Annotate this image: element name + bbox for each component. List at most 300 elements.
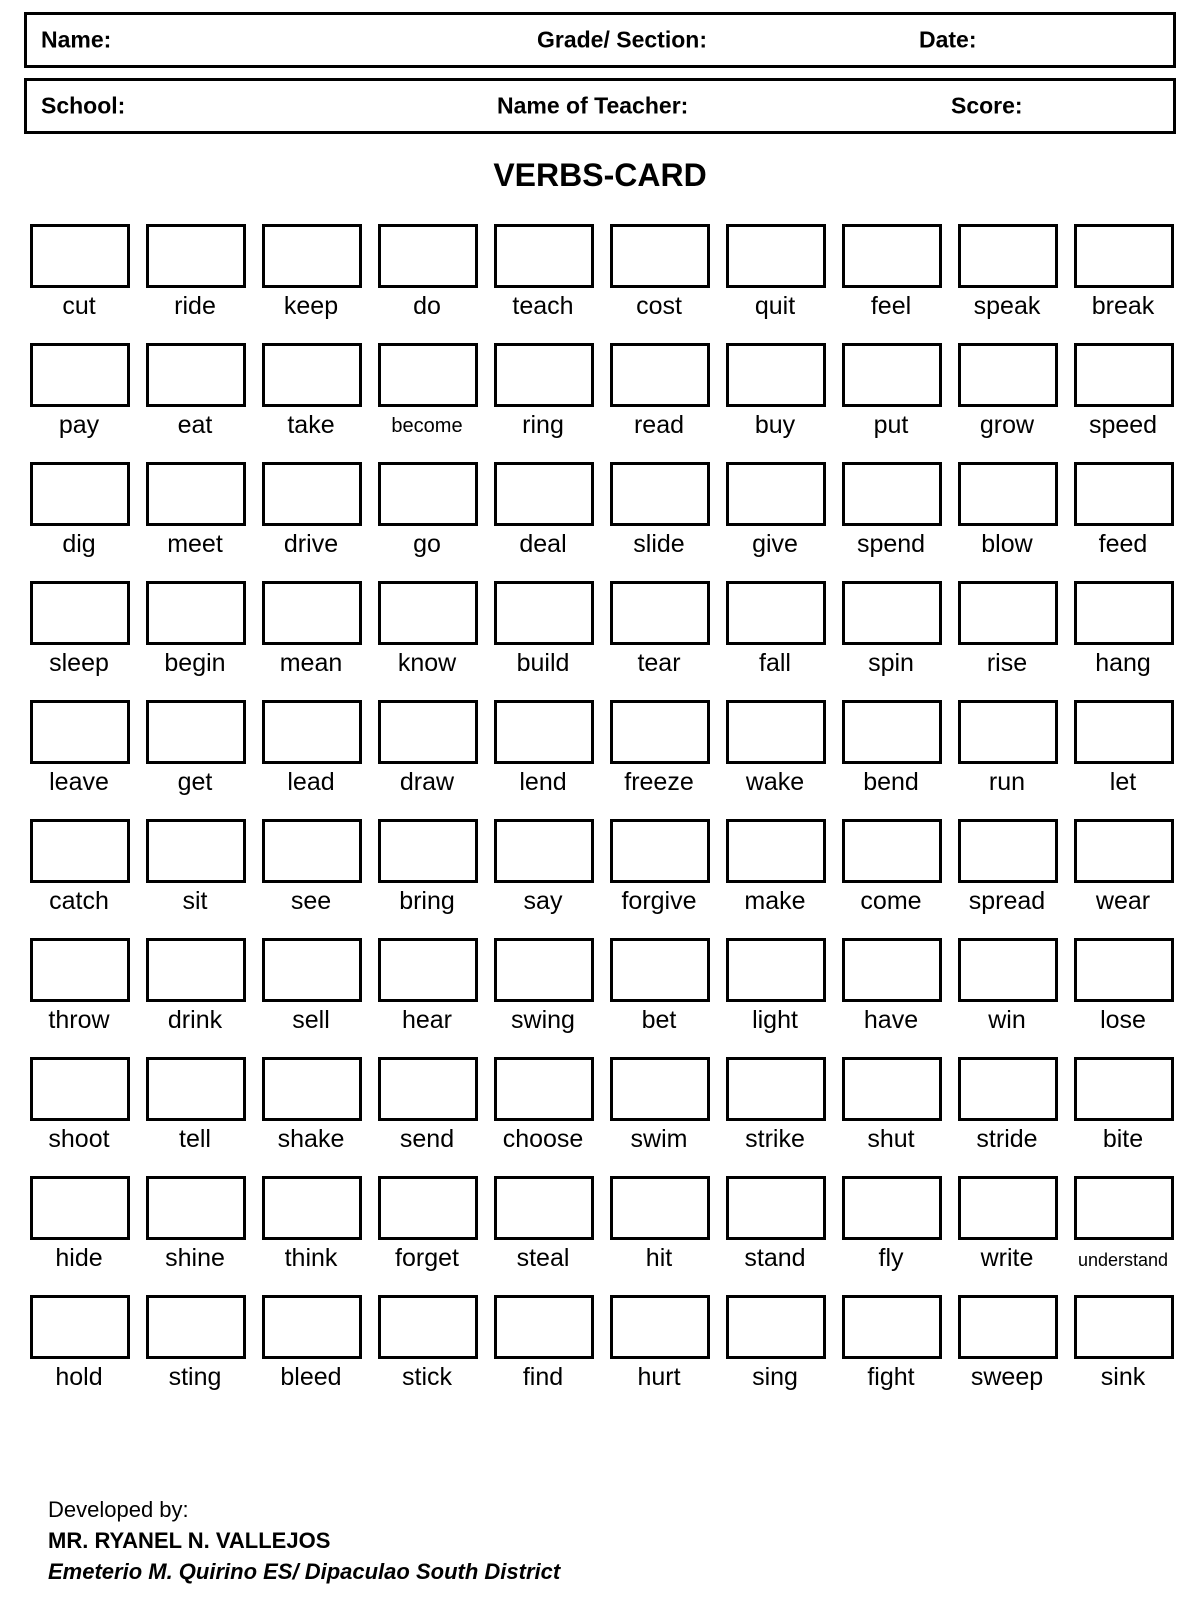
- answer-box[interactable]: [146, 343, 246, 407]
- answer-box[interactable]: [726, 819, 826, 883]
- answer-box[interactable]: [146, 700, 246, 764]
- verb-card: [370, 341, 484, 460]
- answer-box[interactable]: [842, 224, 942, 288]
- verb-label: go: [413, 530, 441, 558]
- verb-card: [718, 1293, 832, 1412]
- verb-label: take: [287, 411, 335, 439]
- grade-section-label: Grade/ Section:: [537, 26, 707, 53]
- verb-card: [1066, 936, 1180, 1055]
- answer-box[interactable]: [146, 224, 246, 288]
- verb-card: [834, 341, 948, 460]
- verb-label: hold: [55, 1363, 103, 1391]
- answer-box[interactable]: [610, 700, 710, 764]
- answer-box[interactable]: [1074, 938, 1174, 1002]
- verb-label: stand: [744, 1244, 806, 1272]
- answer-box[interactable]: [610, 224, 710, 288]
- answer-box[interactable]: [30, 1176, 130, 1240]
- verb-card: [950, 936, 1064, 1055]
- verb-card: [1066, 1293, 1180, 1412]
- verb-card: [602, 936, 716, 1055]
- verb-card: [22, 341, 136, 460]
- verb-card: [834, 698, 948, 817]
- verb-label: speed: [1088, 411, 1158, 439]
- verb-card: [718, 579, 832, 698]
- answer-box[interactable]: [610, 1176, 710, 1240]
- answer-box[interactable]: [30, 700, 130, 764]
- verb-grid: [22, 222, 1182, 1412]
- verb-card: [602, 341, 716, 460]
- answer-box[interactable]: [30, 1295, 130, 1359]
- answer-box[interactable]: [146, 581, 246, 645]
- verb-label: light: [752, 1006, 798, 1034]
- verb-card: [950, 698, 1064, 817]
- verb-label: sing: [752, 1363, 798, 1391]
- verb-label: read: [633, 411, 685, 439]
- verb-label: feel: [870, 292, 912, 320]
- answer-box[interactable]: [30, 224, 130, 288]
- answer-box[interactable]: [30, 938, 130, 1002]
- verb-label: keep: [283, 292, 339, 320]
- verb-label: make: [744, 887, 806, 915]
- answer-box[interactable]: [146, 1057, 246, 1121]
- verb-label: come: [860, 887, 922, 915]
- verb-label: send: [399, 1125, 455, 1153]
- verb-card: [834, 1174, 948, 1293]
- verb-label: break: [1091, 292, 1155, 320]
- answer-box[interactable]: [842, 1176, 942, 1240]
- verb-card: [254, 817, 368, 936]
- verb-card: [1066, 698, 1180, 817]
- answer-box[interactable]: [262, 462, 362, 526]
- verb-card: [486, 460, 600, 579]
- verb-label: do: [413, 292, 441, 320]
- verb-label: wear: [1095, 887, 1151, 915]
- verb-card: [138, 698, 252, 817]
- answer-box[interactable]: [842, 343, 942, 407]
- verb-card: [370, 460, 484, 579]
- answer-box[interactable]: [378, 343, 478, 407]
- verb-card: [370, 1293, 484, 1412]
- verb-label: catch: [49, 887, 109, 915]
- verb-card: [718, 222, 832, 341]
- answer-box[interactable]: [958, 1176, 1058, 1240]
- answer-box[interactable]: [378, 1176, 478, 1240]
- verb-card: [138, 1055, 252, 1174]
- verb-card: [950, 579, 1064, 698]
- verb-card: [1066, 817, 1180, 936]
- verb-label: build: [516, 649, 570, 677]
- verb-label: fly: [878, 1244, 904, 1272]
- name-label: Name:: [41, 26, 112, 53]
- verb-card: [1066, 222, 1180, 341]
- verb-label: speak: [973, 292, 1041, 320]
- verb-label: spread: [968, 887, 1046, 915]
- verb-label: bite: [1102, 1125, 1144, 1153]
- verb-label: slide: [633, 530, 685, 558]
- verb-label: lead: [287, 768, 335, 796]
- answer-box[interactable]: [494, 700, 594, 764]
- verb-label: shake: [277, 1125, 345, 1153]
- developed-by-label: Developed by:: [48, 1497, 189, 1522]
- answer-box[interactable]: [726, 938, 826, 1002]
- answer-box[interactable]: [30, 1057, 130, 1121]
- verb-label: eat: [177, 411, 213, 439]
- verb-label: get: [177, 768, 213, 796]
- answer-box[interactable]: [378, 1295, 478, 1359]
- header-row-1: [24, 12, 1176, 68]
- verb-card: [950, 1055, 1064, 1174]
- verb-label: choose: [502, 1125, 584, 1153]
- verb-label: stick: [402, 1363, 452, 1391]
- verb-label: sink: [1100, 1363, 1146, 1391]
- verb-label: hide: [55, 1244, 103, 1272]
- verb-card: [370, 936, 484, 1055]
- verb-label: lend: [519, 768, 567, 796]
- verb-card: [834, 936, 948, 1055]
- answer-box[interactable]: [378, 700, 478, 764]
- verb-card: [138, 817, 252, 936]
- verb-card: [602, 698, 716, 817]
- verb-card: [1066, 1174, 1180, 1293]
- answer-box[interactable]: [1074, 1057, 1174, 1121]
- verb-card: [370, 817, 484, 936]
- answer-box[interactable]: [1074, 462, 1174, 526]
- answer-box[interactable]: [262, 343, 362, 407]
- answer-box[interactable]: [958, 700, 1058, 764]
- verb-card: [718, 698, 832, 817]
- answer-box[interactable]: [262, 819, 362, 883]
- answer-box[interactable]: [378, 1057, 478, 1121]
- verb-label: teach: [512, 292, 574, 320]
- verb-card: [138, 460, 252, 579]
- footer: [48, 1494, 560, 1587]
- answer-box[interactable]: [262, 224, 362, 288]
- score-label: Score:: [951, 92, 1023, 119]
- verb-label: buy: [754, 411, 796, 439]
- verb-label: swing: [511, 1006, 575, 1034]
- page-title: VERBS-CARD: [493, 157, 707, 193]
- answer-box[interactable]: [610, 581, 710, 645]
- answer-box[interactable]: [494, 581, 594, 645]
- answer-box[interactable]: [726, 224, 826, 288]
- verb-label: lose: [1100, 1006, 1146, 1034]
- author-name: MR. RYANEL N. VALLEJOS: [48, 1528, 331, 1553]
- verb-label: mean: [279, 649, 343, 677]
- verb-card: [254, 341, 368, 460]
- verb-label: bet: [641, 1006, 677, 1034]
- answer-box[interactable]: [262, 1295, 362, 1359]
- answer-box[interactable]: [30, 819, 130, 883]
- answer-box[interactable]: [958, 581, 1058, 645]
- answer-box[interactable]: [726, 581, 826, 645]
- answer-box[interactable]: [958, 343, 1058, 407]
- answer-box[interactable]: [146, 1176, 246, 1240]
- verb-label: steal: [516, 1244, 570, 1272]
- verb-card: [602, 1055, 716, 1174]
- verb-label: cut: [62, 292, 96, 320]
- answer-box[interactable]: [146, 819, 246, 883]
- verb-card: [718, 460, 832, 579]
- verb-label: freeze: [624, 768, 694, 796]
- answer-box[interactable]: [842, 462, 942, 526]
- answer-box[interactable]: [378, 938, 478, 1002]
- answer-box[interactable]: [262, 1057, 362, 1121]
- answer-box[interactable]: [842, 1057, 942, 1121]
- verb-card: [254, 1293, 368, 1412]
- verb-label: tell: [179, 1125, 211, 1153]
- verb-label: swim: [630, 1125, 688, 1153]
- verb-label: drive: [283, 530, 339, 558]
- verb-label: have: [863, 1006, 919, 1034]
- answer-box[interactable]: [610, 1057, 710, 1121]
- answer-box[interactable]: [610, 938, 710, 1002]
- verb-card: [486, 936, 600, 1055]
- answer-box[interactable]: [726, 1057, 826, 1121]
- answer-box[interactable]: [726, 343, 826, 407]
- verb-label: say: [523, 887, 563, 915]
- author-school: Emeterio M. Quirino ES/ Dipaculao South District: [48, 1559, 561, 1584]
- verb-label: spin: [868, 649, 914, 677]
- verb-card: [486, 1293, 600, 1412]
- verb-card: [834, 460, 948, 579]
- verb-card: [718, 936, 832, 1055]
- answer-box[interactable]: [494, 462, 594, 526]
- verb-card: [486, 222, 600, 341]
- verb-card: [834, 579, 948, 698]
- verb-card: [950, 460, 1064, 579]
- answer-box[interactable]: [30, 343, 130, 407]
- answer-box[interactable]: [494, 819, 594, 883]
- verb-label: rise: [986, 649, 1028, 677]
- verb-card: [370, 222, 484, 341]
- verb-label: pay: [58, 411, 100, 439]
- verb-label: let: [1109, 768, 1137, 796]
- verb-card: [22, 1055, 136, 1174]
- answer-box[interactable]: [842, 581, 942, 645]
- answer-box[interactable]: [842, 700, 942, 764]
- verb-label: put: [873, 411, 909, 439]
- verb-label: sit: [182, 887, 208, 915]
- verb-label: shine: [165, 1244, 225, 1272]
- answer-box[interactable]: [494, 343, 594, 407]
- verb-card: [602, 222, 716, 341]
- answer-box[interactable]: [262, 700, 362, 764]
- verb-label: write: [980, 1244, 1034, 1272]
- verb-label: fight: [867, 1363, 915, 1391]
- date-label: Date:: [919, 26, 977, 53]
- verb-label: wake: [745, 768, 805, 796]
- verb-card: [138, 579, 252, 698]
- answer-box[interactable]: [494, 1176, 594, 1240]
- verb-card: [370, 579, 484, 698]
- verb-label: sell: [292, 1006, 330, 1034]
- answer-box[interactable]: [146, 1295, 246, 1359]
- verb-label: deal: [519, 530, 567, 558]
- verb-label: bring: [399, 887, 455, 915]
- verb-card: [138, 1293, 252, 1412]
- verb-card: [602, 1174, 716, 1293]
- verb-card: [486, 817, 600, 936]
- answer-box[interactable]: [494, 1295, 594, 1359]
- verb-label: understand: [1077, 1250, 1169, 1270]
- answer-box[interactable]: [842, 819, 942, 883]
- verb-card: [486, 579, 600, 698]
- verb-label: run: [988, 768, 1026, 796]
- answer-box[interactable]: [958, 819, 1058, 883]
- verb-card: [22, 817, 136, 936]
- answer-box[interactable]: [726, 462, 826, 526]
- verb-card: [138, 936, 252, 1055]
- verb-label: cost: [636, 292, 682, 320]
- verb-label: sleep: [49, 649, 109, 677]
- verb-label: forget: [395, 1244, 459, 1272]
- answer-box[interactable]: [494, 1057, 594, 1121]
- verb-card: [950, 1293, 1064, 1412]
- verb-card: [370, 1055, 484, 1174]
- verb-card: [22, 222, 136, 341]
- answer-box[interactable]: [146, 938, 246, 1002]
- verb-card: [602, 817, 716, 936]
- verb-label: find: [522, 1363, 564, 1391]
- verb-label: ride: [174, 292, 216, 320]
- answer-box[interactable]: [842, 1295, 942, 1359]
- verb-label: tear: [637, 649, 681, 677]
- verb-card: [486, 1174, 600, 1293]
- verb-label: quit: [754, 292, 796, 320]
- verb-card: [254, 222, 368, 341]
- verb-label: grow: [979, 411, 1035, 439]
- header-row-2: [24, 78, 1176, 134]
- verb-card: [22, 1293, 136, 1412]
- answer-box[interactable]: [378, 462, 478, 526]
- verb-card: [950, 222, 1064, 341]
- answer-box[interactable]: [726, 1295, 826, 1359]
- answer-box[interactable]: [610, 343, 710, 407]
- verb-label: think: [284, 1244, 338, 1272]
- verb-label: sweep: [970, 1363, 1044, 1391]
- verb-label: stride: [976, 1125, 1038, 1153]
- answer-box[interactable]: [958, 938, 1058, 1002]
- answer-box[interactable]: [1074, 343, 1174, 407]
- answer-box[interactable]: [1074, 819, 1174, 883]
- verb-label: spend: [856, 530, 926, 558]
- verb-card: [602, 460, 716, 579]
- verb-card: [718, 817, 832, 936]
- verb-label: give: [752, 530, 798, 558]
- answer-box[interactable]: [610, 462, 710, 526]
- answer-box[interactable]: [1074, 1176, 1174, 1240]
- answer-box[interactable]: [1074, 1295, 1174, 1359]
- answer-box[interactable]: [262, 1176, 362, 1240]
- teacher-label: Name of Teacher:: [497, 92, 689, 119]
- answer-box[interactable]: [494, 224, 594, 288]
- verb-label: know: [397, 649, 457, 677]
- verb-label: sting: [168, 1363, 222, 1391]
- answer-box[interactable]: [958, 462, 1058, 526]
- answer-box[interactable]: [610, 819, 710, 883]
- answer-box[interactable]: [958, 224, 1058, 288]
- verb-card: [370, 698, 484, 817]
- answer-box[interactable]: [726, 700, 826, 764]
- verb-label: see: [290, 887, 332, 915]
- verb-card: [718, 1055, 832, 1174]
- verb-card: [950, 341, 1064, 460]
- answer-box[interactable]: [378, 581, 478, 645]
- verb-card: [486, 341, 600, 460]
- verb-card: [254, 460, 368, 579]
- verb-label: leave: [49, 768, 109, 796]
- answer-box[interactable]: [1074, 581, 1174, 645]
- answer-box[interactable]: [726, 1176, 826, 1240]
- verb-card: [834, 817, 948, 936]
- answer-box[interactable]: [1074, 700, 1174, 764]
- answer-box[interactable]: [958, 1295, 1058, 1359]
- verb-card: [950, 817, 1064, 936]
- verb-label: forgive: [621, 887, 697, 915]
- verb-card: [254, 698, 368, 817]
- verb-card: [1066, 460, 1180, 579]
- verb-label: blow: [981, 530, 1033, 558]
- answer-box[interactable]: [494, 938, 594, 1002]
- answer-box[interactable]: [958, 1057, 1058, 1121]
- answer-box[interactable]: [146, 462, 246, 526]
- verb-card: [486, 1055, 600, 1174]
- verb-card: [138, 341, 252, 460]
- verb-card: [138, 1174, 252, 1293]
- verb-card: [834, 1293, 948, 1412]
- verb-card: [254, 1055, 368, 1174]
- verb-card: [602, 579, 716, 698]
- verb-card: [22, 698, 136, 817]
- verb-label: hurt: [637, 1363, 681, 1391]
- verb-card: [254, 1174, 368, 1293]
- verb-card: [370, 1174, 484, 1293]
- verb-label: shut: [867, 1125, 915, 1153]
- verb-label: begin: [164, 649, 226, 677]
- answer-box[interactable]: [30, 581, 130, 645]
- verb-label: hear: [401, 1006, 453, 1034]
- verb-card: [950, 1174, 1064, 1293]
- answer-box[interactable]: [378, 819, 478, 883]
- answer-box[interactable]: [1074, 224, 1174, 288]
- school-label: School:: [41, 92, 126, 119]
- answer-box[interactable]: [30, 462, 130, 526]
- verb-label: draw: [399, 768, 455, 796]
- answer-box[interactable]: [262, 581, 362, 645]
- verb-label: win: [988, 1006, 1026, 1034]
- verb-card: [1066, 579, 1180, 698]
- verb-card: [22, 579, 136, 698]
- verb-card: [718, 341, 832, 460]
- answer-box[interactable]: [842, 938, 942, 1002]
- verb-label: meet: [167, 530, 223, 558]
- verb-card: [602, 1293, 716, 1412]
- answer-box[interactable]: [610, 1295, 710, 1359]
- answer-box[interactable]: [262, 938, 362, 1002]
- answer-box[interactable]: [378, 224, 478, 288]
- verb-card: [486, 698, 600, 817]
- verb-label: become: [391, 415, 463, 437]
- verb-label: feed: [1098, 530, 1148, 558]
- verb-label: bleed: [280, 1363, 342, 1391]
- verb-card: [834, 222, 948, 341]
- verb-label: hit: [645, 1244, 673, 1272]
- verb-label: dig: [62, 530, 96, 558]
- verb-label: shoot: [48, 1125, 110, 1153]
- verb-card: [718, 1174, 832, 1293]
- verb-card: [254, 936, 368, 1055]
- verb-card: [1066, 1055, 1180, 1174]
